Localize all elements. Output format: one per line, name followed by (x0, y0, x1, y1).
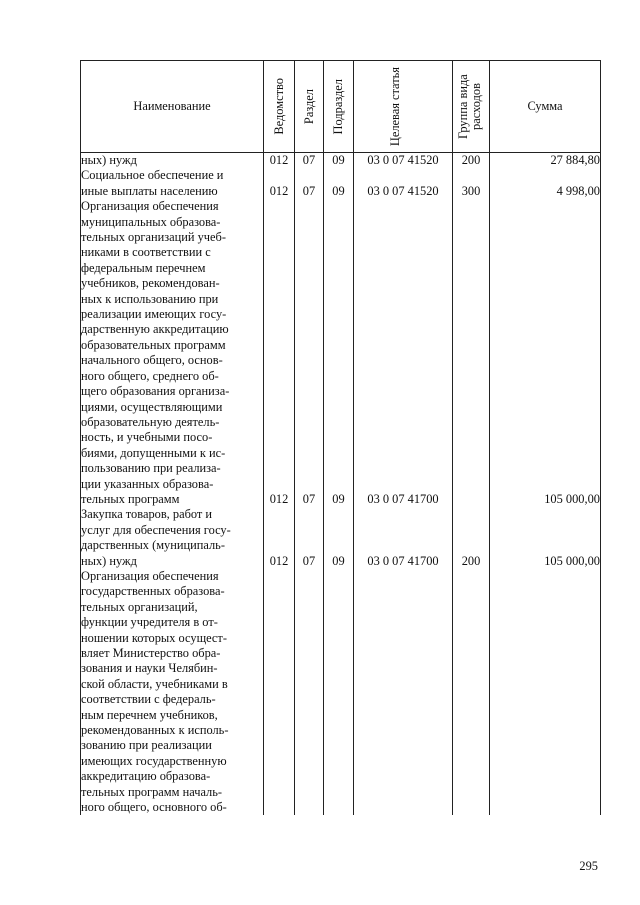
row-razdel-value: 07 (302, 153, 316, 167)
row-podrazdel (324, 153, 354, 169)
name-line: биями, допущенными к ис- (81, 445, 226, 460)
name-line: ного общего, основного об- (81, 800, 227, 815)
row-celevaya (354, 507, 453, 569)
row-summa (490, 199, 601, 507)
row-name (81, 168, 264, 199)
row-gruppa-value (453, 569, 489, 800)
row-gruppa (453, 507, 490, 569)
name-line: тельных программ (81, 491, 180, 506)
row-gruppa (453, 569, 490, 816)
row-summa (490, 569, 601, 816)
header-ved: Ведомство (264, 61, 295, 153)
row-celevaya-value: 03 0 07 41520 (367, 153, 439, 167)
budget-table (80, 60, 601, 815)
row-name (81, 569, 264, 816)
name-line: ных к использованию при (81, 291, 219, 306)
row-name (81, 153, 264, 169)
page-number: 295 (579, 859, 598, 873)
row-razdel-value: 07 (302, 183, 316, 198)
row-ved-value: 012 (269, 553, 289, 568)
row-gruppa-value: 200 (461, 153, 481, 167)
row-podrazdel-value: 09 (332, 553, 345, 568)
row-razdel (295, 168, 324, 199)
row-celevaya (354, 199, 453, 507)
name-line: щего образования организа- (81, 384, 230, 399)
row-celevaya (354, 153, 453, 169)
name-line: ность, и учебными посо- (81, 430, 213, 445)
name-line: реализации имеющих госу- (81, 307, 227, 322)
name-line: пользованию при реализа- (81, 461, 221, 476)
row-ved-value (264, 569, 294, 800)
name-line: образовательную деятель- (81, 414, 220, 429)
name-line: циями, осуществляющими (81, 399, 223, 414)
name-line: государственных образова- (81, 584, 225, 599)
row-ved (264, 569, 295, 816)
row-celevaya (354, 569, 453, 816)
row-summa (490, 168, 601, 199)
name-line: Социальное обеспечение и (81, 168, 224, 183)
row-gruppa (453, 168, 490, 199)
name-line: Закупка товаров, работ и (81, 507, 213, 522)
row-summa-value: 4 998,00 (556, 183, 600, 198)
name-line: соответствии с федераль- (81, 692, 216, 707)
row-summa-value: 105 000,00 (544, 553, 600, 568)
table-row (81, 199, 601, 507)
name-line: ным перечнем учебников, (81, 707, 218, 722)
row-celevaya-value (354, 569, 452, 800)
name-line: иные выплаты населению (81, 183, 218, 198)
header-razdel: Раздел (295, 61, 324, 153)
name-line: тельных программ началь- (81, 784, 223, 799)
name-line: тельных организаций, (81, 599, 198, 614)
name-line: ных) нужд (81, 153, 137, 167)
name-line: тельных организаций учеб- (81, 230, 226, 245)
row-celevaya-value: 03 0 07 41520 (367, 183, 439, 198)
name-line: функции учредителя в от- (81, 615, 218, 630)
row-summa-value: 27 884,80 (550, 153, 600, 167)
row-ved (264, 153, 295, 169)
row-gruppa-value: 300 (461, 183, 481, 198)
table-row (81, 569, 601, 816)
row-ved-value: 012 (269, 491, 289, 506)
row-podrazdel-value: 09 (332, 153, 345, 167)
name-line: ных) нужд (81, 553, 137, 568)
name-line: аккредитацию образова- (81, 769, 211, 784)
row-name (81, 507, 264, 569)
name-line: зованию при реализации (81, 738, 212, 753)
row-ved-value: 012 (269, 183, 289, 198)
name-line: вляет Министерство обра- (81, 646, 221, 660)
row-ved (264, 507, 295, 569)
table-header-row (81, 61, 601, 153)
name-line: услуг для обеспечения госу- (81, 522, 231, 537)
row-podrazdel-value: 09 (332, 491, 345, 506)
row-podrazdel (324, 199, 354, 507)
name-line: дарственную аккредитацию (81, 322, 229, 337)
table-row (81, 168, 601, 199)
row-razdel (295, 507, 324, 569)
name-line: никами в соответствии с (81, 245, 211, 260)
row-celevaya-value: 03 0 07 41700 (367, 491, 439, 506)
header-summa: Сумма (490, 61, 601, 153)
row-razdel (295, 153, 324, 169)
row-razdel-value: 07 (302, 553, 316, 568)
table-row (81, 153, 601, 169)
name-line: ношении которых осущест- (81, 630, 227, 645)
row-ved (264, 199, 295, 507)
name-line: рекомендованных к исполь- (81, 723, 229, 738)
name-line: муниципальных образова- (81, 214, 221, 229)
row-razdel-value (295, 569, 323, 800)
row-razdel (295, 569, 324, 816)
row-gruppa (453, 199, 490, 507)
row-name (81, 199, 264, 507)
header-celevaya: Целевая статья (354, 61, 453, 153)
row-razdel-value: 07 (302, 491, 316, 506)
name-line: ного общего, среднего об- (81, 368, 219, 383)
name-line: начального общего, основ- (81, 353, 223, 368)
row-summa-value: 105 000,00 (544, 491, 600, 506)
name-line: зования и науки Челябин- (81, 661, 218, 676)
name-line: ской области, учебниками в (81, 676, 228, 691)
row-podrazdel (324, 507, 354, 569)
header-podrazdel: Подраздел (324, 61, 354, 153)
name-line: ции указанных образова- (81, 476, 214, 491)
row-podrazdel-value (324, 569, 353, 800)
name-line: Организация обеспечения (81, 199, 219, 214)
name-line: федеральным перечнем (81, 260, 206, 275)
row-celevaya (354, 168, 453, 199)
row-razdel (295, 199, 324, 507)
row-podrazdel (324, 569, 354, 816)
row-ved-value: 012 (269, 153, 289, 167)
header-name: Наименование (81, 61, 264, 153)
row-gruppa (453, 153, 490, 169)
name-line: дарственных (муниципаль- (81, 538, 225, 553)
row-celevaya-value: 03 0 07 41700 (367, 553, 439, 568)
row-podrazdel (324, 168, 354, 199)
name-line: имеющих государственную (81, 753, 227, 768)
name-line: учебников, рекомендован- (81, 276, 220, 291)
table-row (81, 507, 601, 569)
row-podrazdel-value: 09 (332, 183, 345, 198)
row-gruppa-value (453, 199, 489, 492)
row-summa (490, 507, 601, 569)
row-summa-value (490, 569, 600, 800)
name-line: образовательных программ (81, 337, 226, 352)
row-ved (264, 168, 295, 199)
name-line: Организация обеспечения (81, 568, 219, 583)
header-gruppa: Группа вида расходов (453, 61, 490, 153)
row-summa (490, 153, 601, 169)
row-gruppa-value: 200 (461, 553, 481, 568)
